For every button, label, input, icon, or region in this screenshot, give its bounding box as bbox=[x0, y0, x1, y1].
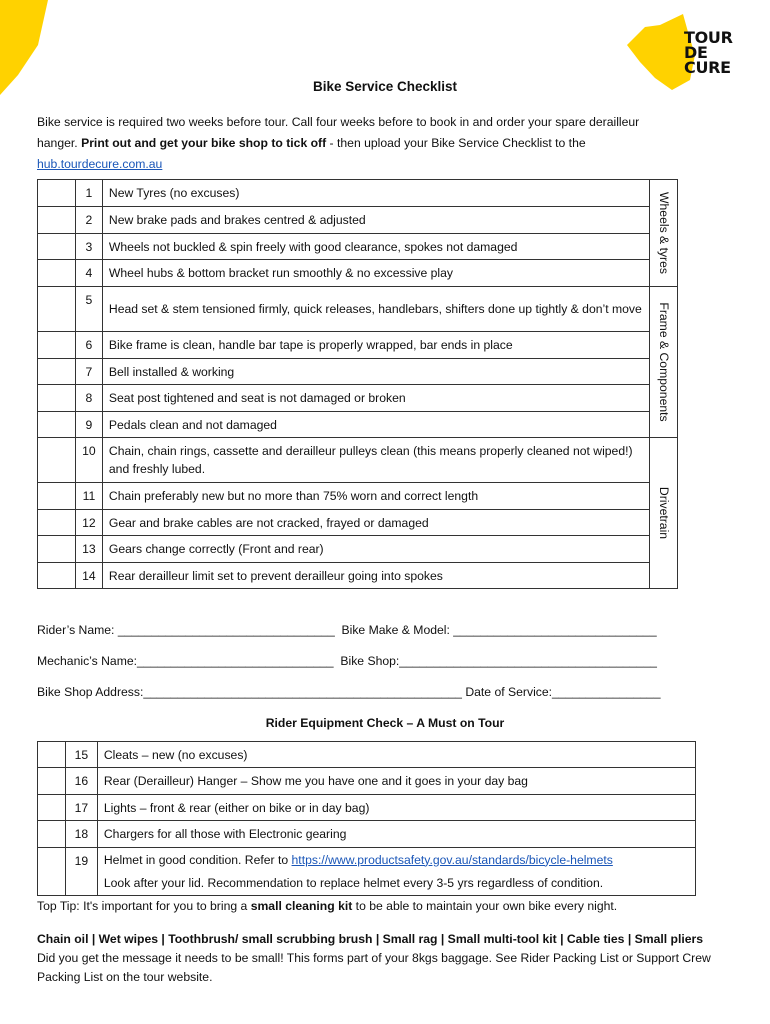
table-row bbox=[38, 742, 696, 768]
group-label-drivetrain: Drivetrain bbox=[656, 486, 671, 540]
table-row bbox=[38, 768, 696, 795]
table-row bbox=[38, 848, 696, 896]
table-row bbox=[38, 795, 696, 821]
item-text: Lights – front & rear (either on bike or in day bag) bbox=[97, 795, 695, 821]
item-text: Head set & stem tensioned firmly, quick releases, handlebars, shifters done up tightly & don’t move bbox=[102, 287, 649, 332]
intro-line-2-suffix: - then upload your Bike Service Checklist to the bbox=[326, 136, 586, 150]
table-row bbox=[38, 563, 678, 589]
item-text: Wheels not buckled & spin freely with good clearance, spokes not damaged bbox=[102, 234, 649, 260]
kit-items: Chain oil | Wet wipes | Toothbrush/ small scrubbing brush | Small rag | Small multi-tool kit | Cable ties | Small pliers bbox=[37, 932, 704, 946]
logo-line-cure: CURE bbox=[684, 58, 731, 77]
table-row bbox=[38, 260, 678, 287]
item-text: New Tyres (no excuses) bbox=[102, 180, 649, 207]
service-checklist-table bbox=[37, 179, 678, 589]
item-text: Chain, chain rings, cassette and derailleur pulleys clean (this means properly cleaned not wiped!) and freshly lubed. bbox=[102, 438, 649, 483]
tick-box[interactable] bbox=[38, 510, 76, 536]
hub-link[interactable]: hub.tourdecure.com.au bbox=[37, 157, 163, 171]
cleaning-kit-list bbox=[37, 930, 737, 987]
item-number: 19 bbox=[65, 848, 97, 896]
item-text: New brake pads and brakes centred & adjusted bbox=[102, 207, 649, 234]
equipment-check-title: Rider Equipment Check – A Must on Tour bbox=[265, 716, 505, 730]
tick-box[interactable] bbox=[38, 821, 66, 848]
intro-bold-instruction: Print out and get your bike shop to tick off bbox=[81, 136, 327, 150]
table-row bbox=[38, 332, 678, 359]
item-text: Chain preferably new but no more than 75% worn and correct length bbox=[102, 483, 649, 510]
item-number: 8 bbox=[75, 385, 102, 412]
item-number: 9 bbox=[75, 412, 102, 438]
tip-suffix: to be able to maintain your own bike every night. bbox=[352, 899, 618, 913]
mechanic-name-bike-shop-fields[interactable]: Mechanic’s Name:_____________________________ Bike Shop:______________________________________ bbox=[37, 654, 657, 668]
item-number: 2 bbox=[75, 207, 102, 234]
helmet-standards-link[interactable]: https://www.productsafety.gov.au/standards/bicycle-helmets bbox=[291, 852, 613, 867]
table-row bbox=[38, 234, 678, 260]
item-text: Bell installed & working bbox=[102, 359, 649, 385]
tip-bold: small cleaning kit bbox=[250, 899, 353, 913]
rider-name-bike-model-fields[interactable]: Rider’s Name: ________________________________ Bike Make & Model: ______________________________ bbox=[37, 623, 657, 637]
table-row bbox=[38, 438, 678, 483]
tick-box[interactable] bbox=[38, 332, 76, 359]
group-label-cell bbox=[650, 287, 678, 438]
table-row bbox=[38, 287, 678, 332]
tick-box[interactable] bbox=[38, 848, 66, 896]
group-label-frame: Frame & Components bbox=[656, 302, 671, 422]
helmet-text: Helmet in good condition. Refer to bbox=[103, 852, 292, 867]
item-number: 17 bbox=[65, 795, 97, 821]
tick-box[interactable] bbox=[38, 795, 66, 821]
page-title: Bike Service Checklist bbox=[312, 79, 458, 94]
table-row bbox=[38, 536, 678, 563]
intro-line-1: Bike service is required two weeks before tour. Call four weeks before to book in and order your spare derailleur bbox=[37, 115, 640, 129]
item-text: Gears change correctly (Front and rear) bbox=[102, 536, 649, 563]
table-row bbox=[38, 412, 678, 438]
table-row bbox=[38, 510, 678, 536]
tick-box[interactable] bbox=[38, 385, 76, 412]
item-number: 4 bbox=[75, 260, 102, 287]
intro-line-2-prefix: hanger. bbox=[37, 136, 82, 150]
item-number: 6 bbox=[75, 332, 102, 359]
item-text: Wheel hubs & bottom bracket run smoothly & no excessive play bbox=[102, 260, 649, 287]
top-tip bbox=[37, 899, 617, 913]
table-row bbox=[38, 821, 696, 848]
tick-box[interactable] bbox=[38, 180, 76, 207]
tick-box[interactable] bbox=[38, 438, 76, 483]
item-number: 10 bbox=[75, 438, 102, 483]
item-text: Cleats – new (no excuses) bbox=[97, 742, 695, 768]
tick-box[interactable] bbox=[38, 768, 66, 795]
group-label-cell bbox=[650, 438, 678, 589]
item-text: Bike frame is clean, handle bar tape is properly wrapped, bar ends in place bbox=[102, 332, 649, 359]
item-number: 16 bbox=[65, 768, 97, 795]
item-number: 5 bbox=[75, 287, 102, 332]
table-row bbox=[38, 207, 678, 234]
item-text: Gear and brake cables are not cracked, frayed or damaged bbox=[102, 510, 649, 536]
item-number: 13 bbox=[75, 536, 102, 563]
logo-line-tour: TOUR bbox=[684, 28, 733, 47]
tour-de-cure-logo bbox=[0, 0, 770, 120]
tick-box[interactable] bbox=[38, 287, 76, 332]
tick-box[interactable] bbox=[38, 563, 76, 589]
item-text: Seat post tightened and seat is not damaged or broken bbox=[102, 385, 649, 412]
item-text: Rear derailleur limit set to prevent derailleur going into spokes bbox=[102, 563, 649, 589]
table-row bbox=[38, 359, 678, 385]
group-label-cell bbox=[650, 180, 678, 287]
item-text: Pedals clean and not damaged bbox=[102, 412, 649, 438]
item-number: 11 bbox=[75, 483, 102, 510]
item-number: 14 bbox=[75, 563, 102, 589]
tick-box[interactable] bbox=[38, 207, 76, 234]
tick-box[interactable] bbox=[38, 483, 76, 510]
kit-note: Did you get the message it needs to be small! This forms part of your 8kgs baggage. See Rider Packing List or Support Crew Packing List on the tour website. bbox=[37, 951, 711, 984]
item-number: 3 bbox=[75, 234, 102, 260]
item-text bbox=[97, 848, 695, 896]
equipment-check-table bbox=[37, 741, 696, 896]
tick-box[interactable] bbox=[38, 359, 76, 385]
table-row bbox=[38, 385, 678, 412]
item-number: 7 bbox=[75, 359, 102, 385]
helmet-recommendation: Look after your lid. Recommendation to replace helmet every 3-5 yrs regardless of condition. bbox=[103, 875, 604, 890]
shop-address-service-date-fields[interactable]: Bike Shop Address:_______________________________________________ Date of Service:________________ bbox=[37, 685, 661, 699]
group-label-wheels: Wheels & tyres bbox=[656, 192, 671, 274]
logo-wordmark bbox=[684, 30, 733, 75]
item-text: Rear (Derailleur) Hanger – Show me you have one and it goes in your day bag bbox=[97, 768, 695, 795]
tick-box[interactable] bbox=[38, 536, 76, 563]
tip-prefix: Top Tip: It's important for you to bring a bbox=[37, 899, 251, 913]
tick-box[interactable] bbox=[38, 234, 76, 260]
logo-line-de: DE bbox=[684, 43, 708, 62]
tick-box[interactable] bbox=[38, 260, 76, 287]
item-number: 15 bbox=[65, 742, 97, 768]
item-number: 18 bbox=[65, 821, 97, 848]
table-row bbox=[38, 483, 678, 510]
item-number: 12 bbox=[75, 510, 102, 536]
tick-box[interactable] bbox=[38, 412, 76, 438]
item-text: Chargers for all those with Electronic gearing bbox=[97, 821, 695, 848]
intro-paragraph bbox=[37, 112, 727, 175]
tick-box[interactable] bbox=[38, 742, 66, 768]
item-number: 1 bbox=[75, 180, 102, 207]
table-row bbox=[38, 180, 678, 207]
